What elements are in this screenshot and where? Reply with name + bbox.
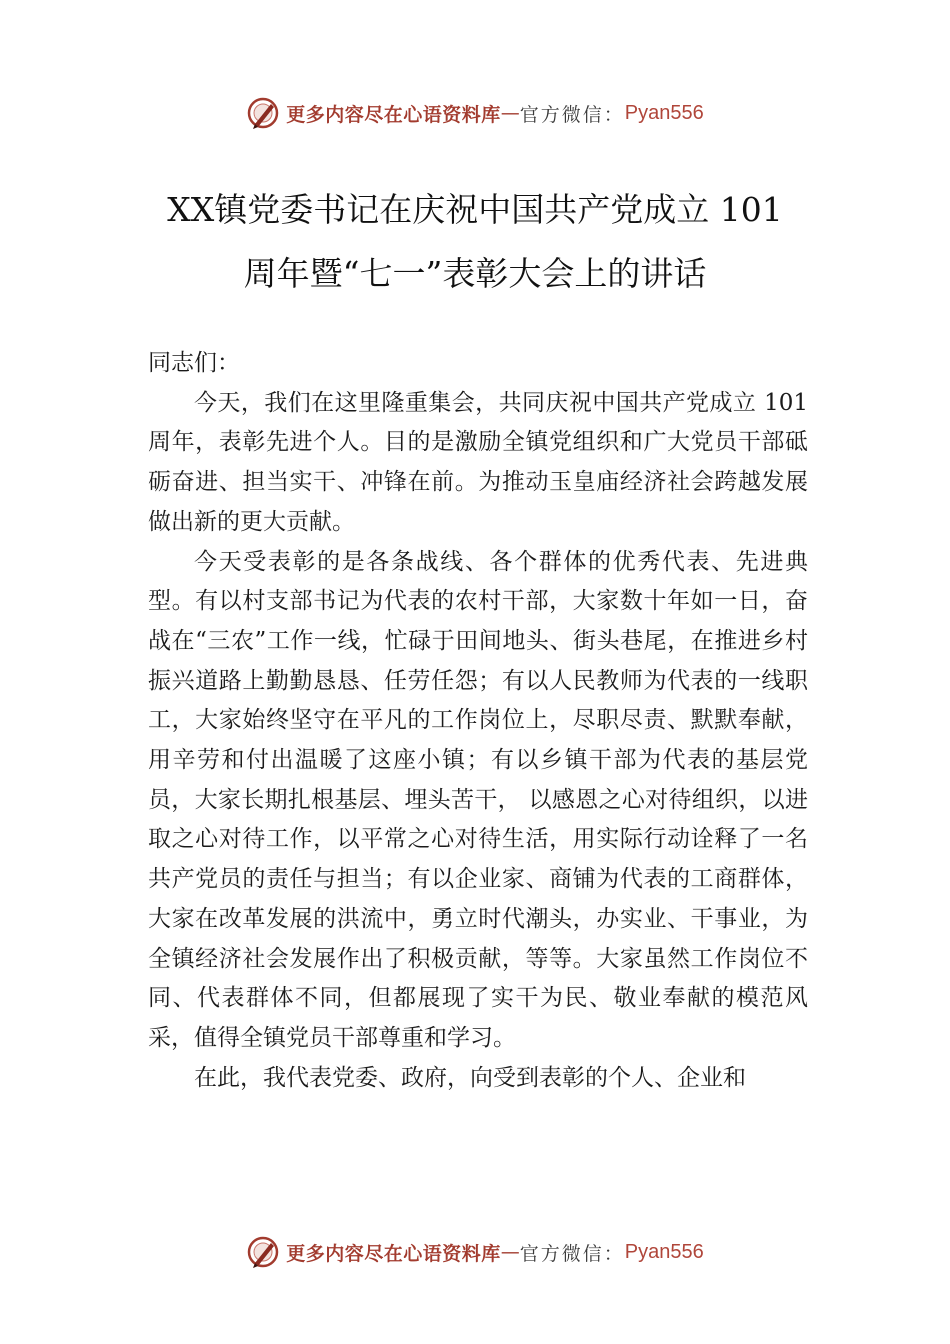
banner-main-text: 更多内容尽在心语资料库 [286, 103, 501, 126]
paragraph-1: 今天，我们在这里隆重集会，共同庆祝中国共产党成立 101 周年，表彰先进个人。目的是激励全镇党组织和广大党员干部砥砺奋进、担当实干、冲锋在前。为推动玉皇庙经济社会跨越发展做出新的更大贡献。 [148, 389, 808, 535]
pen-logo-icon [246, 96, 280, 130]
banner-dash: — [500, 102, 520, 124]
banner-wechat-label: 官方微信： [519, 103, 625, 126]
banner-dash: — [500, 1241, 520, 1263]
paragraph-2: 今天受表彰的是各条战线、各个群体的优秀代表、先进典型。有以村支部书记为代表的农村干部，大家数十年如一日，奋战在“三农”工作一线，忙碌于田间地头、街头巷尾，在推进乡村振兴道路上勤勤恳恳、任劳任怨；有以人民教师为代表的一线职工，大家始终坚守在平凡的工作岗位上，尽职尽责、默默奉献，用辛劳和付出温暖了这座小镇；有以乡镇干部为代表的基层党员，大家长期扎根基层、埋头苦干， 以感恩之心对待组织，以进取之心对待工作，以平常之心对待生活，用实际行动诠释了一名共产党员的责任与担当；有以企业家、商铺为代表的工商群体，大家在改革发展的洪流中，勇立时代潮头，办实业、干事业，为全镇经济社会发展作出了积极贡献，等等。大家虽然工作岗位不同、代表群体不同，但都展现了实干为民、敬业奉献的模范风采，值得全镇党员干部尊重和学习。 [148, 548, 808, 1051]
document-body [148, 344, 808, 1098]
header-banner [0, 93, 950, 133]
banner-main-text: 更多内容尽在心语资料库 [286, 1242, 501, 1265]
paragraph-3: 在此，我代表党委、政府，向受到表彰的个人、企业和 [194, 1064, 746, 1091]
banner-wechat-id: Pyan556 [624, 1240, 704, 1263]
title-line-2: 周年暨“七一”表彰大会上的讲话 [243, 254, 707, 293]
pen-logo-icon [246, 1235, 280, 1269]
salutation: 同志们： [148, 350, 240, 376]
title-line-1: XX镇党委书记在庆祝中国共产党成立 101 [167, 190, 783, 229]
banner-wechat-label: 官方微信： [519, 1242, 625, 1265]
footer-banner [0, 1232, 950, 1272]
banner-wechat-id: Pyan556 [624, 101, 704, 124]
document-title [120, 178, 830, 306]
